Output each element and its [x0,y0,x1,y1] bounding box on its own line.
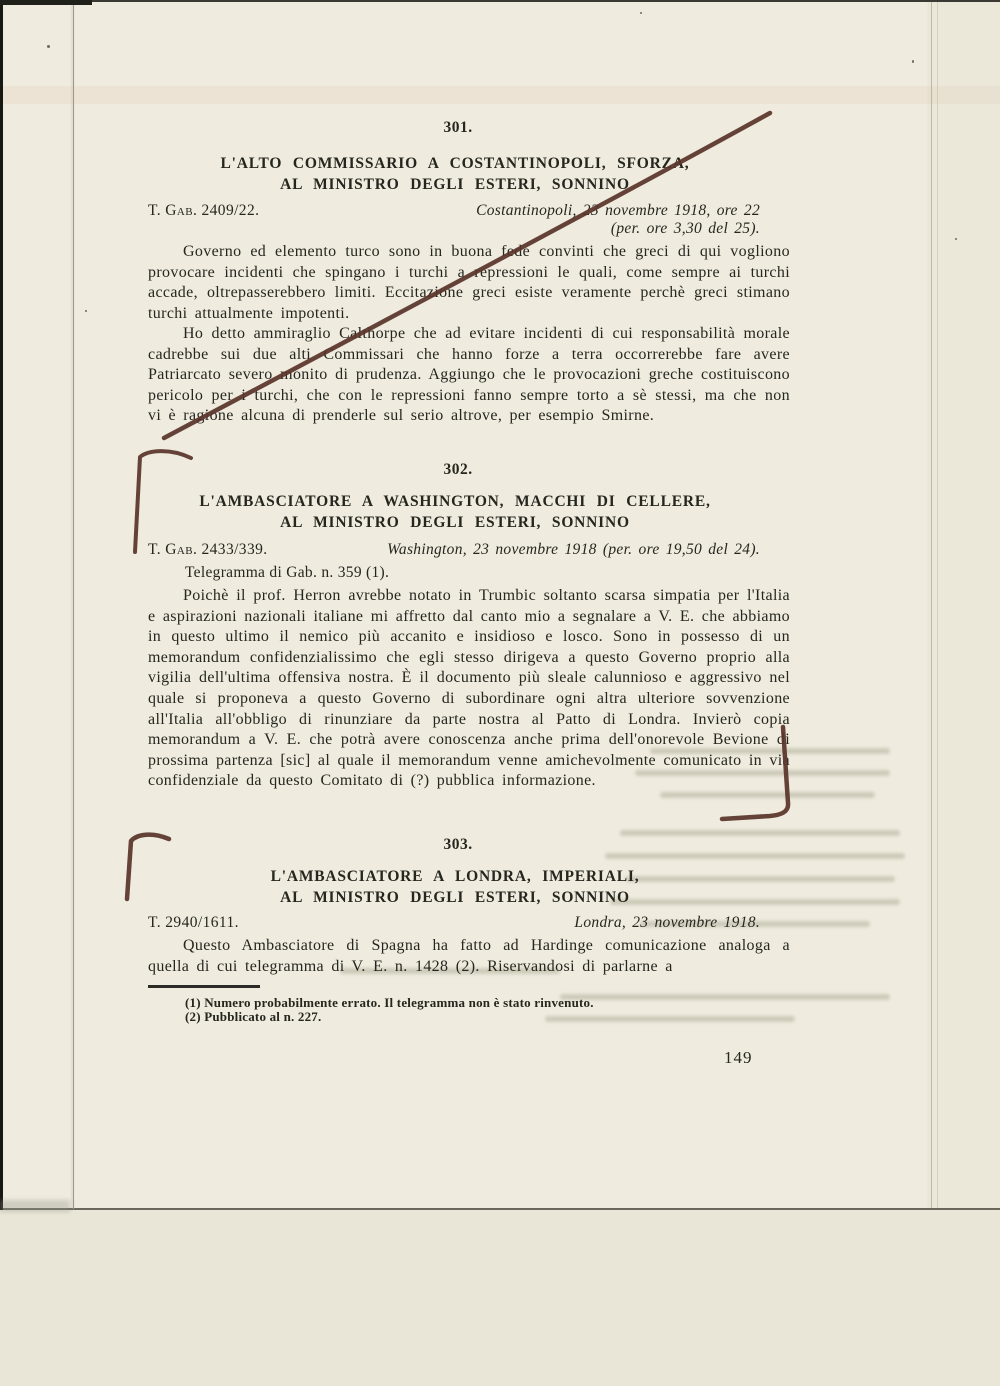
doc-301-recipient-line2: AL MINISTRO DEGLI ESTERI, SONNINO [280,176,630,193]
doc-302-reference-note: Telegramma di Gab. n. 359 (1). [185,564,390,581]
doc-303-recipient-line2: AL MINISTRO DEGLI ESTERI, SONNINO [280,889,630,906]
paper-speck [85,310,87,312]
page-right-margin-band [932,0,1000,1210]
doc-301-protocol: T. Gab. 2409/22. [148,202,260,219]
paper-speck [640,12,642,14]
page-number: 149 [724,1048,753,1067]
doc-301-number: 301. [443,119,473,136]
left-crease-line [73,0,74,1209]
doc-302-protocol: T. Gab. 2433/339. [148,541,268,558]
doc-303-paragraph: Questo Ambasciatore di Spagna ha fatto ad Hardinge comunicazione analoga a quella di cui telegramma di V. E. n. 1428 (2). Riservandosi di parlarne a [148,937,790,975]
doc-301-dateline [476,202,760,238]
doc-301-paragraph: Ho detto ammiraglio Calthorpe che ad evitare incidenti di cui responsabilità morale cadrebbe sui due alti Commissari che hanno forze a terra occorrerebbe fare avere Patriarcato severo monito di prudenza. Aggiungo che le provocazioni greche costituiscono pericolo per i turchi, che con le repressioni fanno sempre torto a sè stessi, ma che non vi è ragione alcuna di prenderle sul serio altrove, per esempio Smirne. [148,325,790,425]
scan-color-band [0,86,1000,104]
doc-301-recipient-line1: L'ALTO COMMISSARIO A COSTANTINOPOLI, SFORZA, [220,155,690,172]
scan-top-corner [0,0,92,5]
doc-301-meta [148,202,790,238]
doc-302-recipient-line1: L'AMBASCIATORE A WASHINGTON, MACCHI DI CELLERE, [199,493,711,510]
underlying-page [0,1210,1000,1386]
doc-303-number: 303. [443,836,473,853]
doc-303-dateline: Londra, 23 novembre 1918. [574,914,760,931]
scan-left-border [0,0,3,1210]
doc-303-meta [148,914,790,932]
scan-top-border [0,0,1000,2]
doc-302-recipient-line2: AL MINISTRO DEGLI ESTERI, SONNINO [280,514,630,531]
bleedthrough-text-ghost [660,792,875,798]
paper-speck [955,238,957,240]
paper-speck [47,45,50,48]
doc-302-dateline: Washington, 23 novembre 1918 (per. ore 19,50 del 24). [387,541,760,558]
scan-smudge [0,1200,70,1212]
doc-303-recipient-line1: L'AMBASCIATORE A LONDRA, IMPERIALI, [270,868,640,885]
doc-301-dateline-line1: Costantinopoli, 23 novembre 1918, ore 22 [476,202,760,219]
doc-301-paragraph: Governo ed elemento turco sono in buona fede convinti che greci di qui vogliono provocare incidenti che spingano i turchi a repressioni le quali, come sempre ai turchi accade, oltrepasserebbero limiti. Eccitazione greci esiste veramente perchè greci stimano turchi attualmente impotenti. [148,243,790,322]
footnote-2: (2) Pubblicato al n. 227. [185,1009,322,1024]
doc-302-paragraph: Poichè il prof. Herron avrebbe notato in Trumbic soltanto scarsa simpatia per l'Italia e aspirazioni nazionali italiane mi affretto dal canto mio a segnalare a V. E. che abbiamo in questo ultimo il nemico più accanito e insidioso e losco. Sono in possesso di un memorandum confidenzialissimo che egli stesso dirigeva a questo Governo proprio alla vigilia dell'ultima offensiva nostra. È il documento più sleale calunnioso e aggressivo nel quale si proponeva a questo Governo di subordinare ogni altra ulteriore sovvenzione all'Italia all'obbligo di rinunziare da parte nostra al Patto di Londra. Invierò copia memorandum a V. E. che potrà avere conoscenza anche prima dell'onorevole Bevione di prossima partenza [sic] al quale il memorandum venne amichevolmente comunicato in via confidenziale da questo Comitato di (?) pubblica informazione. [148,587,790,790]
footnote-1: (1) Numero probabilmente errato. Il telegramma non è stato rinvenuto. [185,995,594,1010]
doc-301-dateline-line2: (per. ore 3,30 del 25). [610,220,760,237]
page-bottom-edge [0,1208,1000,1210]
paper-speck [912,60,914,63]
doc-302-meta [148,541,790,559]
footnote-rule [148,985,260,988]
doc-303-protocol: T. 2940/1611. [148,914,239,931]
right-fold-line [931,0,932,1210]
doc-302-number: 302. [443,461,473,478]
